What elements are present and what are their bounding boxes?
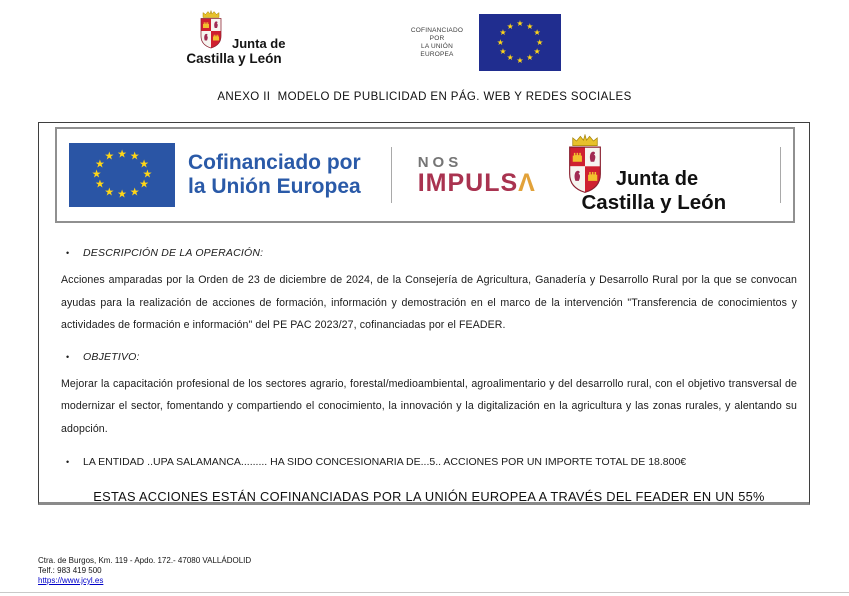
eu-cofinance-label [404, 27, 470, 59]
eu-flag-icon: ★ ★ ★ ★ ★ ★ ★ ★ ★ ★ ★ ★ [479, 14, 561, 71]
cofinance-text-line2: la Unión Europea [188, 175, 361, 198]
bullet-icon: • [66, 351, 70, 362]
junta-logo-line1: Junta de [232, 36, 286, 51]
cofinance-text-line1: Cofinanciado por [188, 151, 361, 174]
page-footer [38, 556, 251, 585]
bullet-icon: • [66, 457, 70, 467]
impulsa-nos-text: NOS [417, 153, 463, 171]
eu-flag-icon: ★ ★ ★ ★ ★ ★ ★ ★ ★ ★ ★ ★ [69, 143, 175, 207]
junta-logo-line2: Castilla y León [581, 191, 727, 214]
bullet-objetivo [61, 351, 797, 363]
junta-logo-line2: Castilla y León [186, 51, 282, 66]
junta-castilla-leon-logo [172, 10, 296, 70]
eu-cofinance-label-line1: COFINANCIADO POR [410, 26, 464, 42]
eu-cofinance-header [404, 14, 561, 71]
content-box [38, 122, 810, 505]
funding-banner [55, 127, 795, 223]
banner-divider [391, 147, 392, 203]
impulsa-a-glyph: Λ [518, 168, 536, 197]
nos-impulsa-logo [418, 155, 536, 196]
footer-phone: Telf.: 983 419 500 [38, 565, 102, 575]
descripcion-paragraph: Acciones amparadas por la Orden de 23 de diciembre de 2024, de la Consejería de Agricultura, Ganadería y Desarrollo Rural por la que se convocan ayudas para la realización de acciones de formación, información y demostración en el marco de la intervención "Transferencia de conocimientos y actividades de formación e información" del PE PAC 2023/27, cofinanciadas por el FEADER. [61, 274, 797, 331]
page-bottom-rule [0, 592, 849, 593]
junta-crest-icon [562, 134, 608, 194]
entidad-text: LA ENTIDAD ..UPA SALAMANCA......... HA SIDO CONCESIONARIA DE...5.. ACCIONES POR UN IMPORTE TOTAL DE 18.800€ [83, 456, 687, 468]
junta-castilla-leon-logo [556, 134, 752, 216]
bullet-icon: • [66, 248, 70, 258]
bullet-entidad [61, 456, 797, 468]
junta-crest-icon [196, 10, 226, 49]
cofinance-text [188, 151, 361, 199]
objetivo-paragraph: Mejorar la capacitación profesional de los sectores agrario, forestal/medioambiental, agroalimentario y del desarrollo rural, con el objetivo transversal de modernizar el sector, fomentando y compartiendo el conocimiento, la innovación y la digitalización en la agricultura y las zonas rurales, y alentando su adopción. [61, 377, 797, 435]
impulsa-text: IMPULS [417, 168, 519, 197]
eu-cofinance-label-line2: LA UNIÓN EUROPEA [420, 42, 454, 58]
cofinance-statement: ESTAS ACCIONES ESTÁN COFINANCIADAS POR LA UNIÓN EUROPEA A TRAVÉS DEL FEADER EN UN 55% [93, 489, 765, 504]
footer-link[interactable]: https://www.jcyl.es [38, 575, 104, 585]
page-title: ANEXO II MODELO DE PUBLICIDAD EN PÁG. WEB Y REDES SOCIALES [217, 91, 632, 103]
bullet-descripcion [61, 247, 797, 259]
junta-logo-line1: Junta de [615, 168, 699, 190]
objetivo-label: OBJETIVO: [83, 350, 140, 363]
content-body [39, 247, 809, 504]
banner-divider [780, 147, 781, 203]
descripcion-label: DESCRIPCIÓN DE LA OPERACIÓN: [83, 247, 264, 259]
footer-address: Ctra. de Burgos, Km. 119 - Apdo. 172.- 47080 VALLÁDOLID [38, 556, 252, 565]
